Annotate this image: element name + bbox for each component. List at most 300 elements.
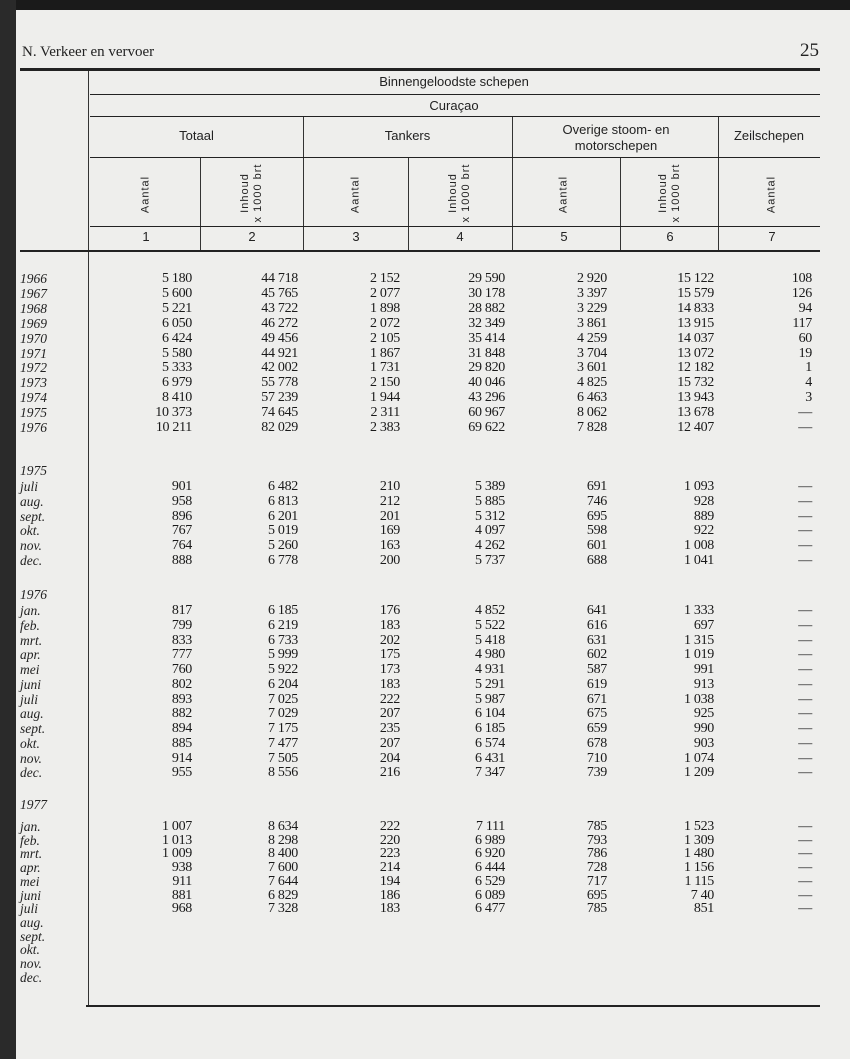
cell-col-6: 1 309: [683, 832, 714, 848]
cell-col-7: —: [798, 538, 812, 554]
cell-col-3: 210: [379, 479, 400, 494]
table-row: [16, 523, 850, 538]
cell-col-5: 4 259: [576, 330, 607, 346]
subheader-aantal: Aantal: [139, 175, 152, 214]
cell-col-6: 851: [693, 901, 714, 917]
cell-col-4: 5 291: [474, 676, 505, 692]
cell-col-2: 44 921: [261, 345, 298, 361]
row-label: nov.: [20, 538, 42, 554]
cell-col-7: 1: [805, 360, 812, 376]
subheader-inhoud-label: Inhoud: [239, 173, 251, 213]
cell-col-5: 3 861: [576, 315, 607, 331]
cell-col-1: 760: [171, 662, 192, 677]
cell-col-5: 6 463: [576, 390, 607, 406]
cell-col-3: 1 867: [369, 345, 400, 361]
cell-col-7: —: [798, 832, 812, 848]
cell-col-6: 7 40: [690, 887, 714, 903]
cell-col-2: 42 002: [261, 360, 298, 376]
row-label: dec.: [20, 765, 43, 781]
row-label: dec.: [20, 969, 43, 985]
cell-col-3: 186: [379, 887, 400, 903]
cell-col-4: 28 882: [468, 300, 505, 316]
cell-col-5: 616: [586, 617, 607, 633]
cell-col-3: 2 150: [369, 375, 400, 391]
cell-col-7: —: [798, 901, 812, 917]
cell-col-3: 220: [379, 832, 400, 848]
cell-col-2: 6 778: [267, 553, 298, 568]
cell-col-7: 3: [805, 390, 812, 406]
cell-col-2: 7 175: [267, 721, 298, 736]
cell-col-2: 6 482: [267, 479, 298, 494]
cell-col-3: 207: [379, 735, 400, 751]
row-label: juli: [20, 691, 39, 707]
cell-col-4: 43 296: [468, 390, 505, 406]
cell-col-1: 817: [171, 603, 192, 618]
cell-col-5: 4 825: [576, 375, 607, 391]
subheader-aantal: Aantal: [349, 175, 362, 214]
row-label: sept.: [20, 508, 46, 524]
rule: [90, 226, 820, 227]
cell-col-4: 6 574: [474, 735, 505, 751]
table-row: [16, 706, 850, 721]
cell-col-2: 7 600: [267, 860, 298, 876]
row-label: sept.: [20, 721, 46, 736]
cell-col-7: —: [798, 765, 812, 781]
cell-col-5: 691: [586, 479, 607, 494]
cell-col-5: 785: [586, 819, 607, 834]
cell-col-6: 13 678: [677, 405, 714, 421]
rule: [718, 117, 719, 250]
cell-col-6: 12 407: [677, 420, 714, 435]
cell-col-3: 175: [379, 647, 400, 663]
cell-col-5: 695: [586, 508, 607, 524]
cell-col-6: 1 008: [683, 538, 714, 554]
column-number: 2: [248, 229, 256, 244]
cell-col-2: 6 204: [267, 676, 298, 692]
row-label: feb.: [20, 617, 40, 633]
cell-col-6: 1 074: [683, 750, 714, 766]
table-row: [16, 509, 850, 524]
cell-col-7: —: [798, 479, 812, 494]
cell-col-7: —: [798, 887, 812, 903]
subheader-aantal: Aantal: [765, 175, 778, 214]
cell-col-4: 40 046: [468, 375, 505, 391]
cell-col-7: 126: [791, 285, 812, 301]
cell-col-4: 30 178: [468, 285, 505, 301]
cell-col-7: —: [798, 873, 812, 889]
cell-col-4: 5 389: [474, 479, 505, 494]
cell-col-5: 746: [586, 493, 607, 509]
cell-col-6: 903: [693, 735, 714, 751]
cell-col-5: 659: [586, 721, 607, 736]
cell-col-1: 5 180: [161, 271, 192, 286]
cell-col-4: 69 622: [468, 420, 505, 435]
cell-col-3: 2 072: [369, 315, 400, 331]
subheader-inhoud: [239, 158, 265, 228]
section-year-label: 1976: [20, 587, 47, 602]
cell-col-7: —: [798, 617, 812, 633]
cell-col-3: 2 311: [370, 405, 400, 421]
table-subtitle: Curaçao: [429, 98, 479, 113]
cell-col-1: 893: [171, 691, 192, 707]
cell-col-4: 5 987: [474, 691, 505, 707]
rule: [303, 117, 304, 250]
cell-col-4: 5 885: [474, 493, 505, 509]
cell-col-6: 889: [693, 508, 714, 524]
cell-col-6: 928: [693, 493, 714, 509]
cell-col-6: 15 579: [677, 285, 714, 301]
cell-col-4: 4 980: [474, 647, 505, 663]
cell-col-1: 1 009: [161, 846, 192, 862]
cell-col-6: 12 182: [677, 360, 714, 376]
cell-col-6: 925: [693, 706, 714, 722]
row-label: 1968: [20, 300, 47, 316]
cell-col-5: 619: [586, 676, 607, 692]
row-label: mei: [20, 662, 40, 677]
cell-col-3: 2 152: [369, 271, 400, 286]
rule: [90, 116, 820, 117]
cell-col-1: 10 211: [155, 420, 192, 435]
cell-col-1: 955: [171, 765, 192, 781]
cell-col-3: 222: [379, 819, 400, 834]
table-row: [16, 494, 850, 509]
cell-col-4: 31 848: [468, 345, 505, 361]
bottom-rule: [86, 1005, 820, 1007]
table-row: [16, 692, 850, 707]
cell-col-1: 938: [171, 860, 192, 876]
cell-col-5: 785: [586, 901, 607, 917]
cell-col-1: 888: [171, 553, 192, 568]
cell-col-1: 6 050: [161, 315, 192, 331]
cell-col-3: 1 898: [369, 300, 400, 316]
cell-col-7: —: [798, 493, 812, 509]
cell-col-2: 5 019: [267, 523, 298, 539]
table-row: [16, 721, 850, 736]
cell-col-1: 5 600: [161, 285, 192, 301]
cell-col-2: 43 722: [261, 300, 298, 316]
cell-col-3: 183: [379, 676, 400, 692]
cell-col-7: —: [798, 676, 812, 692]
table-row: [16, 316, 850, 331]
group-tankers: Tankers: [384, 128, 431, 143]
cell-col-4: 6 089: [474, 887, 505, 903]
cell-col-2: 49 456: [261, 330, 298, 346]
column-number: 5: [560, 229, 568, 244]
row-label: 1970: [20, 330, 47, 346]
cell-col-1: 882: [171, 706, 192, 722]
cell-col-3: 183: [379, 901, 400, 917]
cell-col-2: 6 219: [267, 617, 298, 633]
cell-col-3: 2 077: [369, 285, 400, 301]
row-label: dec.: [20, 553, 43, 568]
subheader-inhoud: [447, 158, 473, 228]
cell-col-7: —: [798, 508, 812, 524]
cell-col-1: 881: [171, 887, 192, 903]
row-label: 1976: [20, 420, 47, 435]
cell-col-1: 894: [171, 721, 192, 736]
cell-col-2: 8 556: [267, 765, 298, 781]
cell-col-7: —: [798, 819, 812, 834]
cell-col-1: 885: [171, 735, 192, 751]
top-rule: [20, 68, 820, 71]
cell-col-2: 7 025: [267, 691, 298, 707]
table-row: [16, 538, 850, 553]
row-label: nov.: [20, 956, 42, 971]
section-year-label: 1977: [20, 797, 47, 812]
row-label: okt.: [20, 523, 40, 539]
cell-col-2: 7 328: [267, 901, 298, 917]
group-overige: Overige stoom- en motorschepen: [562, 122, 670, 153]
cell-col-2: 6 201: [267, 508, 298, 524]
cell-col-5: 7 828: [576, 420, 607, 435]
cell-col-7: 60: [798, 330, 812, 346]
cell-col-3: 176: [379, 603, 400, 618]
cell-col-4: 4 931: [474, 662, 505, 677]
cell-col-2: 82 029: [261, 420, 298, 435]
row-label: juli: [20, 479, 39, 494]
table-row: [16, 765, 850, 780]
cell-col-4: 60 967: [468, 405, 505, 421]
cell-col-4: 7 111: [476, 819, 505, 834]
cell-col-1: 5 580: [161, 345, 192, 361]
cell-col-3: 183: [379, 617, 400, 633]
cell-col-6: 1 019: [683, 647, 714, 663]
cell-col-1: 799: [171, 617, 192, 633]
cell-col-4: 6 477: [474, 901, 505, 917]
cell-col-3: 173: [379, 662, 400, 677]
table-row: [16, 677, 850, 692]
cell-col-6: 1 093: [683, 479, 714, 494]
cell-col-6: 14 037: [677, 330, 714, 346]
cell-col-1: 958: [171, 493, 192, 509]
table-row: [16, 420, 850, 435]
cell-col-5: 710: [586, 750, 607, 766]
cell-col-5: 631: [586, 632, 607, 648]
row-label: aug.: [20, 706, 44, 722]
cell-col-3: 204: [379, 750, 400, 766]
row-label: 1971: [20, 345, 47, 361]
cell-col-1: 764: [171, 538, 192, 554]
cell-col-2: 5 999: [267, 647, 298, 663]
cell-col-3: 214: [379, 860, 400, 876]
cell-col-5: 3 704: [576, 345, 607, 361]
cell-col-1: 8 410: [161, 390, 192, 406]
cell-col-7: 4: [805, 375, 812, 391]
cell-col-4: 4 097: [474, 523, 505, 539]
cell-col-6: 1 523: [683, 819, 714, 834]
cell-col-1: 802: [171, 676, 192, 692]
row-label: jan.: [20, 819, 41, 834]
cell-col-4: 5 522: [474, 617, 505, 633]
cell-col-2: 57 239: [261, 390, 298, 406]
cell-col-2: 45 765: [261, 285, 298, 301]
table-row: [16, 618, 850, 633]
cell-col-1: 833: [171, 632, 192, 648]
row-label: apr.: [20, 860, 41, 876]
row-label: 1973: [20, 375, 47, 391]
table-row: [16, 479, 850, 494]
row-label: juni: [20, 676, 42, 692]
row-label: okt.: [20, 735, 40, 751]
cell-col-1: 914: [171, 750, 192, 766]
cell-col-4: 29 590: [468, 271, 505, 286]
cell-col-6: 697: [693, 617, 714, 633]
cell-col-1: 901: [171, 479, 192, 494]
cell-col-2: 6 829: [267, 887, 298, 903]
cell-col-2: 46 272: [261, 315, 298, 331]
row-label: jan.: [20, 603, 41, 618]
cell-col-1: 1 013: [161, 832, 192, 848]
cell-col-2: 7 505: [267, 750, 298, 766]
cell-col-5: 728: [586, 860, 607, 876]
cell-col-5: 598: [586, 523, 607, 539]
cell-col-5: 2 920: [576, 271, 607, 286]
table-row: [16, 751, 850, 766]
table-row: [16, 331, 850, 346]
cell-col-3: 223: [379, 846, 400, 862]
row-label: sept.: [20, 928, 46, 944]
cell-col-3: 163: [379, 538, 400, 554]
row-label: mrt.: [20, 632, 43, 648]
cell-col-7: —: [798, 647, 812, 663]
row-label: apr.: [20, 647, 41, 663]
table-row: [16, 647, 850, 662]
rule: [620, 158, 621, 250]
cell-col-3: 2 383: [369, 420, 400, 435]
cell-col-6: 913: [693, 676, 714, 692]
column-number: 4: [456, 229, 464, 244]
cell-col-3: 222: [379, 691, 400, 707]
cell-col-7: —: [798, 632, 812, 648]
cell-col-3: 235: [379, 721, 400, 736]
cell-col-4: 5 418: [474, 632, 505, 648]
subheader-inhoud-unit: x 1000 brt: [252, 163, 264, 223]
cell-col-7: —: [798, 523, 812, 539]
cell-col-4: 6 529: [474, 873, 505, 889]
cell-col-6: 1 041: [683, 553, 714, 568]
cell-col-4: 6 185: [474, 721, 505, 736]
cell-col-1: 5 333: [161, 360, 192, 376]
page-number: 25: [800, 40, 819, 61]
cell-col-1: 777: [171, 647, 192, 663]
rule: [408, 158, 409, 250]
cell-col-5: 3 601: [576, 360, 607, 376]
group-totaal: Totaal: [179, 128, 214, 143]
table-row: [16, 405, 850, 420]
cell-col-4: 29 820: [468, 360, 505, 376]
cell-col-3: 216: [379, 765, 400, 781]
rule: [90, 94, 820, 95]
cell-col-2: 7 029: [267, 706, 298, 722]
cell-col-3: 201: [379, 508, 400, 524]
table-row: [16, 662, 850, 677]
cell-col-1: 968: [171, 901, 192, 917]
cell-col-4: 6 989: [474, 832, 505, 848]
cell-col-2: 6 813: [267, 493, 298, 509]
row-label: juli: [20, 901, 39, 917]
cell-col-5: 786: [586, 846, 607, 862]
subheader-inhoud-unit: x 1000 brt: [670, 163, 682, 223]
row-label: juni: [20, 887, 42, 903]
cell-col-6: 1 315: [683, 632, 714, 648]
cell-col-4: 4 852: [474, 603, 505, 618]
cell-col-3: 212: [379, 493, 400, 509]
cell-col-5: 602: [586, 647, 607, 663]
cell-col-5: 671: [586, 691, 607, 707]
row-label: 1966: [20, 271, 47, 286]
cell-col-5: 587: [586, 662, 607, 677]
cell-col-7: —: [798, 721, 812, 736]
table-row: [16, 346, 850, 361]
rule: [20, 250, 820, 252]
subheader-aantal: Aantal: [557, 175, 570, 214]
cell-col-6: 990: [693, 721, 714, 736]
row-label: feb.: [20, 832, 40, 848]
section-year-label: 1975: [20, 463, 47, 478]
cell-col-6: 14 833: [677, 300, 714, 316]
section-title: N. Verkeer en vervoer: [22, 44, 155, 60]
subheader-inhoud-label: Inhoud: [657, 173, 669, 213]
cell-col-6: 1 038: [683, 691, 714, 707]
cell-col-2: 5 260: [267, 538, 298, 554]
cell-col-2: 55 778: [261, 375, 298, 391]
cell-col-6: 15 122: [677, 271, 714, 286]
cell-col-1: 767: [171, 523, 192, 539]
column-number: 1: [142, 229, 150, 244]
cell-col-6: 1 209: [683, 765, 714, 781]
cell-col-7: —: [798, 860, 812, 876]
cell-col-1: 896: [171, 508, 192, 524]
cell-col-7: 117: [792, 315, 812, 331]
cell-col-4: 6 920: [474, 846, 505, 862]
cell-col-2: 8 298: [267, 832, 298, 848]
cell-col-7: 94: [798, 300, 812, 316]
cell-col-3: 2 105: [369, 330, 400, 346]
cell-col-7: —: [798, 846, 812, 862]
cell-col-5: 3 397: [576, 285, 607, 301]
cell-col-7: 108: [791, 271, 812, 286]
cell-col-4: 32 349: [468, 315, 505, 331]
cell-col-2: 74 645: [261, 405, 298, 421]
cell-col-6: 922: [693, 523, 714, 539]
cell-col-5: 3 229: [576, 300, 607, 316]
table-row: [16, 633, 850, 648]
cell-col-2: 8 400: [267, 846, 298, 862]
row-label: mrt.: [20, 846, 43, 862]
cell-col-6: 1 480: [683, 846, 714, 862]
cell-col-5: 8 062: [576, 405, 607, 421]
book-binding-edge: [0, 0, 16, 1059]
cell-col-2: 44 718: [261, 271, 298, 286]
cell-col-4: 6 104: [474, 706, 505, 722]
cell-col-6: 13 915: [677, 315, 714, 331]
cell-col-5: 641: [586, 603, 607, 618]
cell-col-3: 194: [379, 873, 400, 889]
row-label: mei: [20, 873, 40, 889]
cell-col-2: 8 634: [267, 819, 298, 834]
cell-col-1: 10 373: [155, 405, 192, 421]
cell-col-2: 5 922: [267, 662, 298, 677]
table-row: [16, 390, 850, 405]
column-number: 7: [768, 229, 776, 244]
row-label: aug.: [20, 914, 44, 930]
cell-col-5: 601: [586, 538, 607, 554]
cell-col-7: —: [798, 420, 812, 435]
cell-col-3: 1 731: [369, 360, 400, 376]
cell-col-4: 6 431: [474, 750, 505, 766]
table-title: Binnengeloodste schepen: [379, 74, 529, 89]
cell-col-7: —: [798, 405, 812, 421]
